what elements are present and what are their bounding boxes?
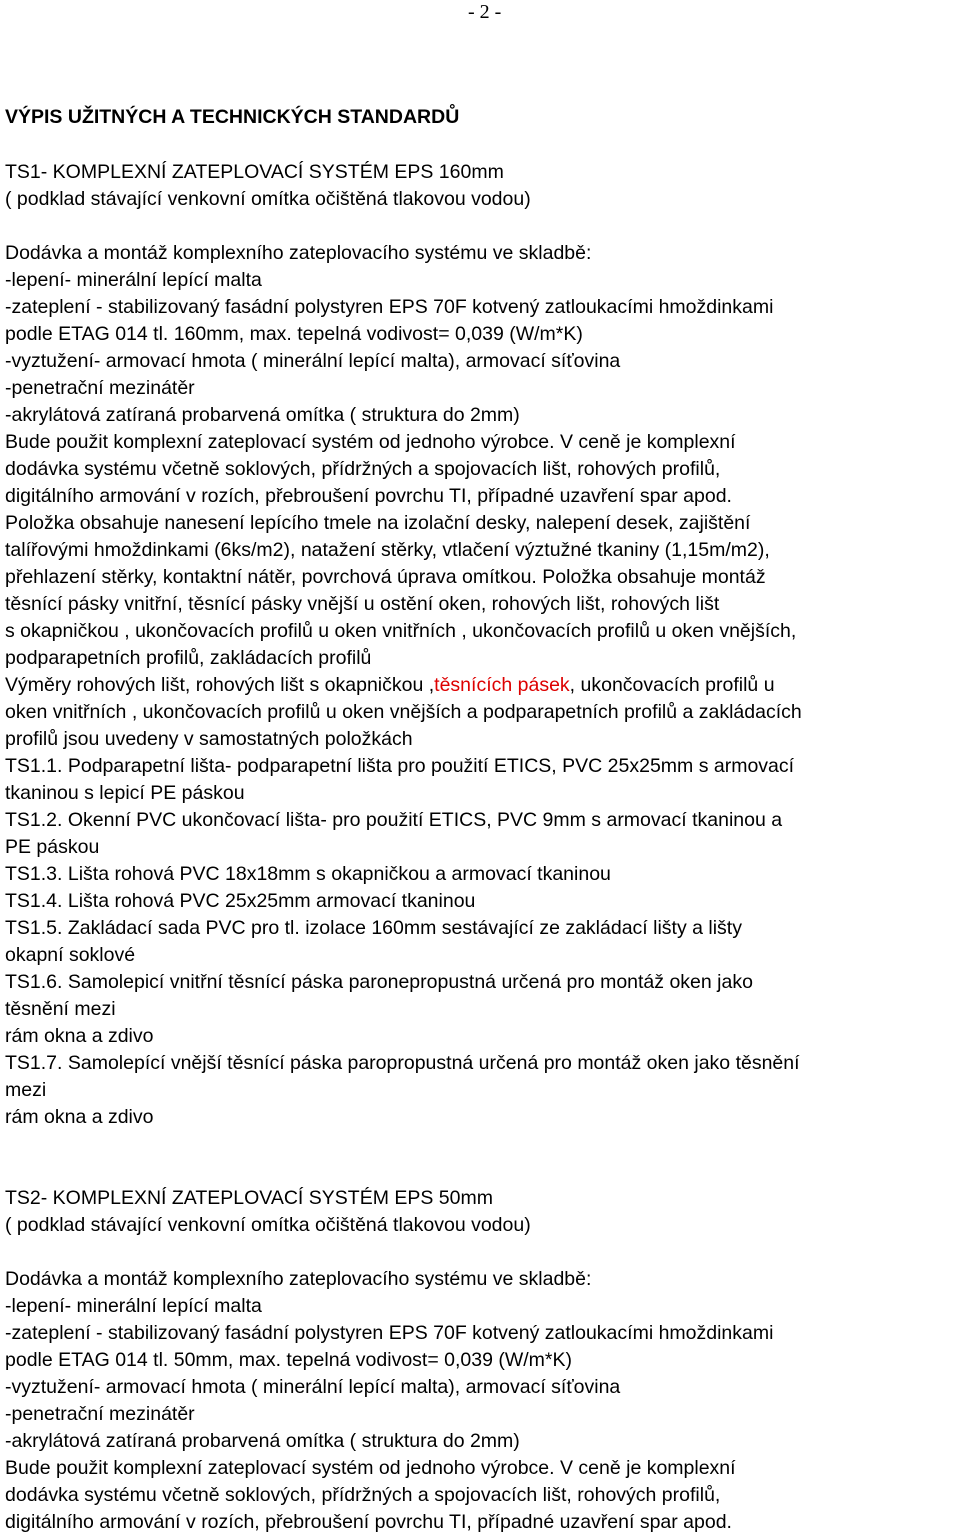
page-number: - 2 -: [468, 1, 502, 23]
text-line: TS1.5. Zakládací sada PVC pro tl. izolace 160mm sestávající ze zakládací lišty a lišty: [5, 917, 742, 939]
ts1-title: TS1- KOMPLEXNÍ ZATEPLOVACÍ SYSTÉM EPS 160mm: [5, 161, 504, 183]
text-line: -zateplení - stabilizovaný fasádní polystyren EPS 70F kotvený zatloukacími hmoždinkami: [5, 1322, 774, 1344]
text-line: těsnící pásky vnitřní, těsnící pásky vnější u ostění oken, rohových lišt, rohových lišt: [5, 593, 720, 615]
text-line: profilů jsou uvedeny v samostatných položkách: [5, 728, 413, 750]
text-line: -vyztužení- armovací hmota ( minerální lepící malta), armovací síťovina: [5, 350, 621, 372]
text-line: -lepení- minerální lepící malta: [5, 1295, 262, 1317]
ts1-subtitle: ( podklad stávající venkovní omítka očištěná tlakovou vodou): [5, 188, 531, 210]
page-heading: VÝPIS UŽITNÝCH A TECHNICKÝCH STANDARDŮ: [5, 106, 460, 128]
text-line: -lepení- minerální lepící malta: [5, 269, 262, 291]
text-line: podle ETAG 014 tl. 160mm, max. tepelná vodivost= 0,039 (W/m*K): [5, 323, 583, 345]
text-line: TS1.4. Lišta rohová PVC 25x25mm armovací tkaninou: [5, 890, 476, 912]
text-line: TS1.6. Samolepicí vnitřní těsnící páska paronepropustná určená pro montáž oken jako: [5, 971, 753, 993]
text-line: dodávka systému včetně soklových, přídržných a spojovacích lišt, rohových profilů,: [5, 1484, 721, 1506]
text-line: talířovými hmoždinkami (6ks/m2), natažení stěrky, vtlačení výztužné tkaniny (1,15m/m2),: [5, 539, 770, 561]
text-line: podle ETAG 014 tl. 50mm, max. tepelná vodivost= 0,039 (W/m*K): [5, 1349, 573, 1371]
text-line: TS1.1. Podparapetní lišta- podparapetní lišta pro použití ETICS, PVC 25x25mm s armovací: [5, 755, 795, 777]
text-line: Bude použit komplexní zateplovací systém od jednoho výrobce. V ceně je komplexní: [5, 431, 736, 453]
text-line: s okapničkou , ukončovacích profilů u oken vnitřních , ukončovacích profilů u oken vnějších,: [5, 620, 797, 642]
vymery-line: [5, 673, 775, 697]
text-line: -zateplení - stabilizovaný fasádní polystyren EPS 70F kotvený zatloukacími hmoždinkami: [5, 296, 774, 318]
text-line: oken vnitřních , ukončovacích profilů u oken vnějších a podparapetních profilů a zakládacích: [5, 701, 802, 723]
text-line: Dodávka a montáž komplexního zateplovacího systému ve skladbě:: [5, 242, 592, 264]
text-line: těsnění mezi: [5, 998, 116, 1020]
text-line: Bude použit komplexní zateplovací systém od jednoho výrobce. V ceně je komplexní: [5, 1457, 736, 1479]
vymery-text: Výměry rohových lišt, rohových lišt s okapničkou ,: [5, 674, 435, 696]
text-line: dodávka systému včetně soklových, přídržných a spojovacích lišt, rohových profilů,: [5, 458, 721, 480]
text-line: rám okna a zdivo: [5, 1025, 154, 1047]
text-line: -akrylátová zatíraná probarvená omítka ( struktura do 2mm): [5, 404, 520, 426]
text-line: -akrylátová zatíraná probarvená omítka ( struktura do 2mm): [5, 1430, 520, 1452]
text-line: Dodávka a montáž komplexního zateplovacího systému ve skladbě:: [5, 1268, 592, 1290]
text-line: PE páskou: [5, 836, 100, 858]
text-line: podparapetních profilů, zakládacích profilů: [5, 647, 372, 669]
text-line: přehlazení stěrky, kontaktní nátěr, povrchová úprava omítkou. Položka obsahuje montáž: [5, 566, 766, 588]
text-line: digitálního armování v rozích, přebroušení povrchu TI, případné uzavření spar apod.: [5, 1511, 732, 1533]
ts2-title: TS2- KOMPLEXNÍ ZATEPLOVACÍ SYSTÉM EPS 50mm: [5, 1187, 493, 1209]
vymery-text-end: , ukončovacích profilů u: [569, 674, 775, 696]
text-line: Položka obsahuje nanesení lepícího tmele na izolační desky, nalepení desek, zajištění: [5, 512, 751, 534]
highlighted-text: těsnících pásek: [434, 674, 570, 696]
text-line: -penetrační mezinátěr: [5, 1403, 195, 1425]
text-line: okapní soklové: [5, 944, 136, 966]
text-line: digitálního armování v rozích, přebroušení povrchu TI, případné uzavření spar apod.: [5, 485, 732, 507]
text-line: TS1.7. Samolepící vnější těsnící páska paropropustná určená pro montáž oken jako těsnění: [5, 1052, 800, 1074]
text-line: -vyztužení- armovací hmota ( minerální lepící malta), armovací síťovina: [5, 1376, 621, 1398]
text-line: -penetrační mezinátěr: [5, 377, 195, 399]
text-line: TS1.2. Okenní PVC ukončovací lišta- pro použití ETICS, PVC 9mm s armovací tkaninou a: [5, 809, 783, 831]
text-line: tkaninou s lepicí PE páskou: [5, 782, 245, 804]
text-line: TS1.3. Lišta rohová PVC 18x18mm s okapničkou a armovací tkaninou: [5, 863, 611, 885]
ts2-subtitle: ( podklad stávající venkovní omítka očištěná tlakovou vodou): [5, 1214, 531, 1236]
text-line: mezi: [5, 1079, 47, 1101]
text-line: rám okna a zdivo: [5, 1106, 154, 1128]
